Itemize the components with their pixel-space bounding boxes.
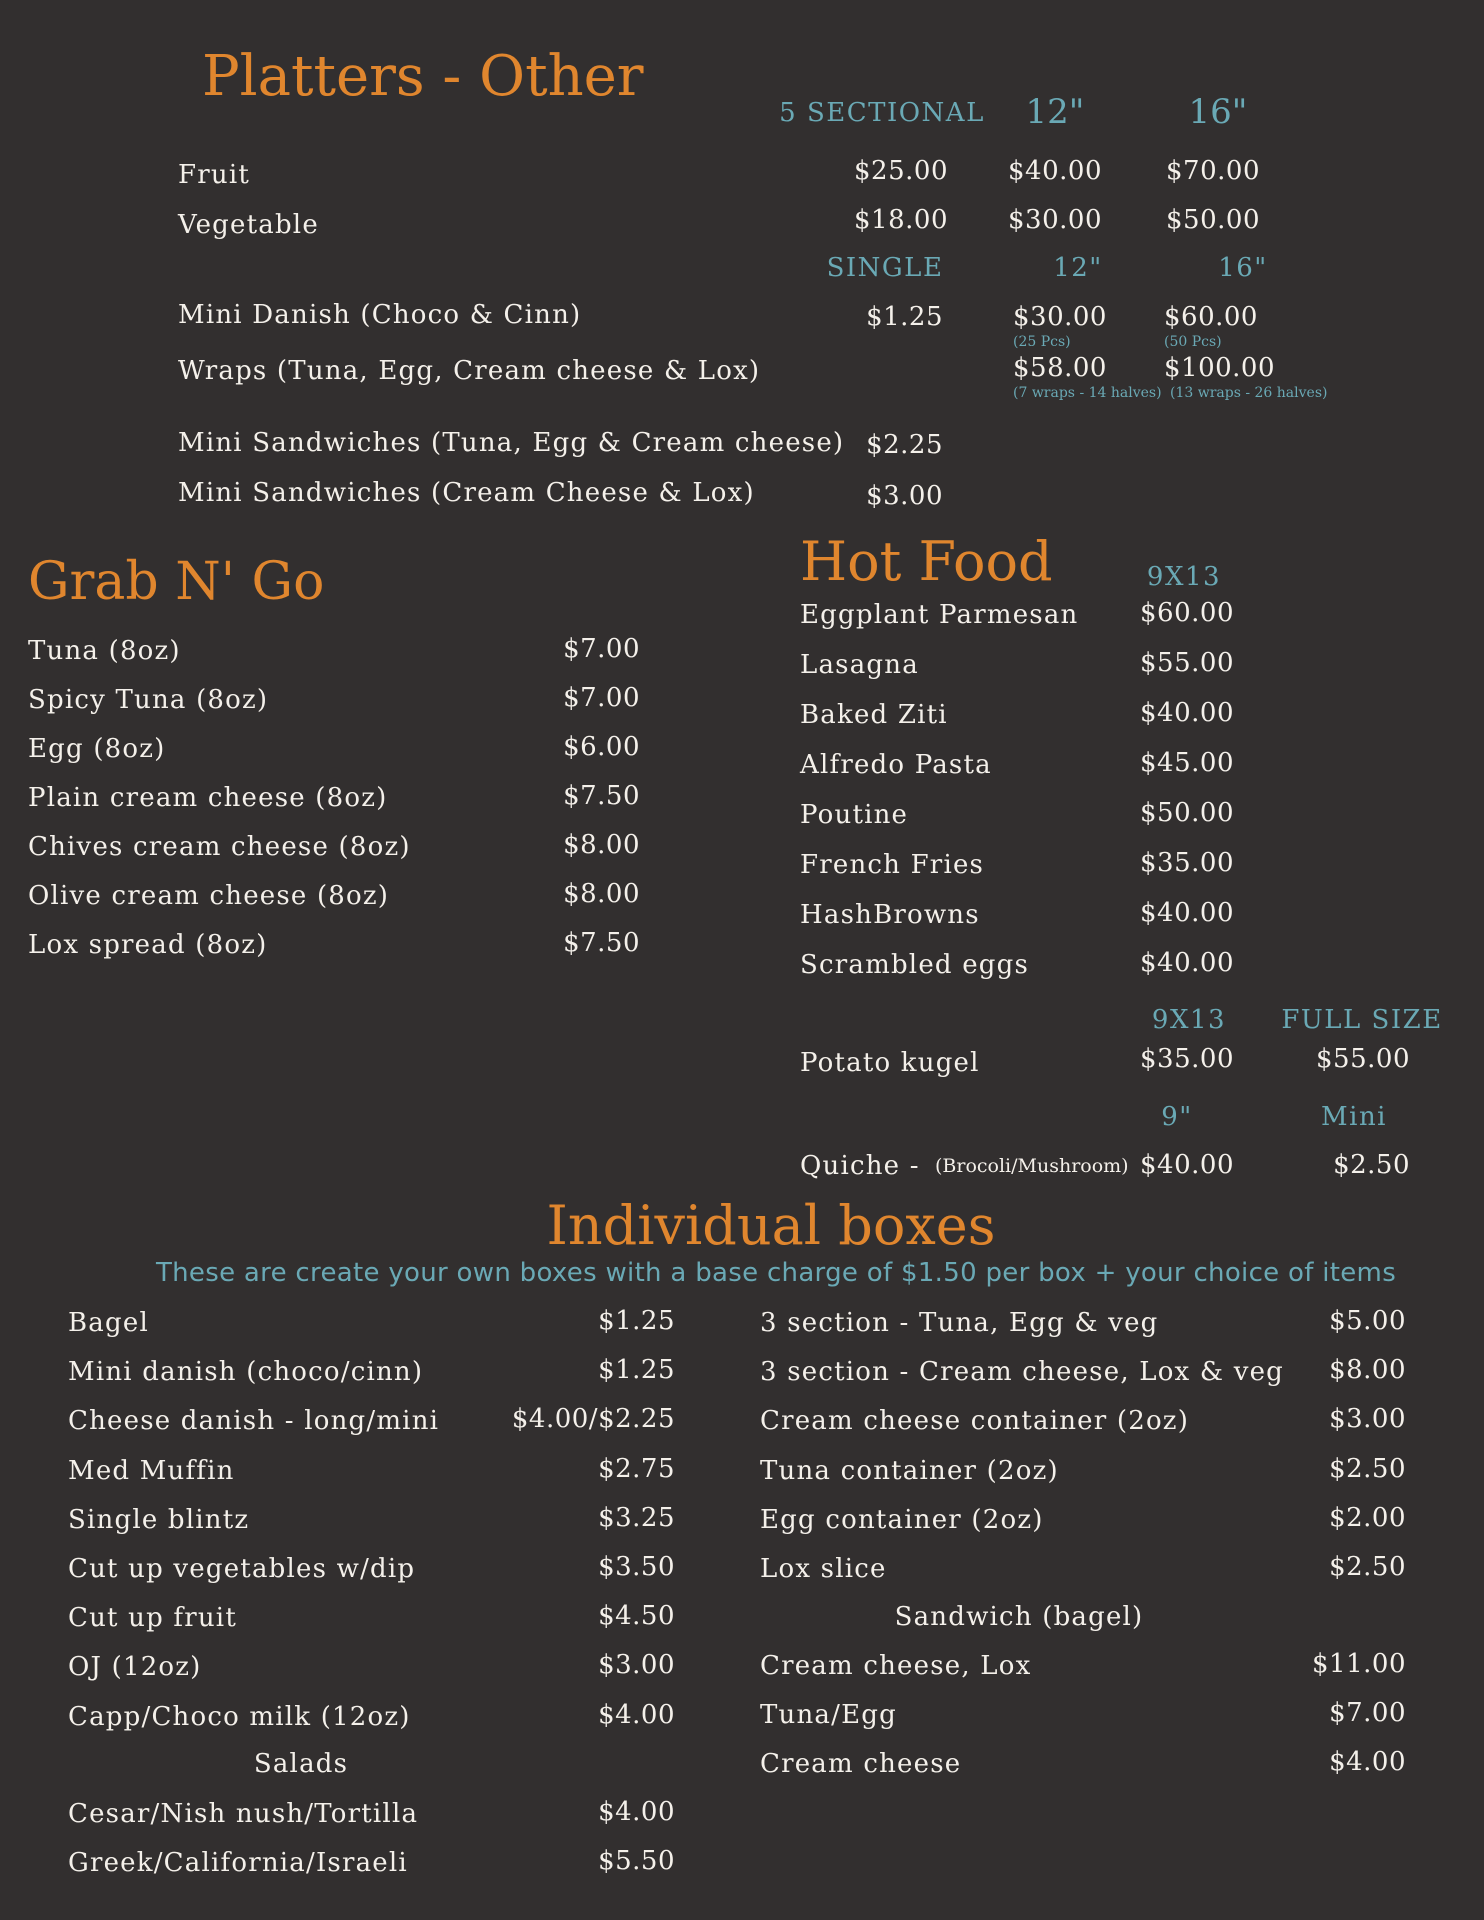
price: $100.00 bbox=[1164, 353, 1276, 383]
price: $2.25 bbox=[866, 430, 943, 460]
price: $45.00 bbox=[1140, 748, 1234, 778]
box-item: Egg container (2oz) bbox=[760, 1504, 1044, 1535]
price: $8.00 bbox=[563, 830, 640, 860]
platter-item-mini-sandwiches: Mini Sandwiches (Tuna, Egg & Cream cheese) bbox=[178, 428, 845, 458]
box-item: Single blintz bbox=[68, 1504, 250, 1535]
box-item: Capp/Choco milk (12oz) bbox=[68, 1701, 411, 1732]
price: $30.00 bbox=[1013, 302, 1107, 332]
price: $40.00 bbox=[1140, 1150, 1234, 1180]
price: $40.00 bbox=[1140, 698, 1234, 728]
box-item: Cream cheese container (2oz) bbox=[760, 1406, 1190, 1437]
price: $1.25 bbox=[598, 1355, 675, 1386]
platter-item-fruit: Fruit bbox=[178, 160, 250, 190]
price: $3.50 bbox=[598, 1552, 675, 1582]
price: $50.00 bbox=[1166, 205, 1260, 235]
price: $3.00 bbox=[1329, 1404, 1406, 1435]
price: $3.25 bbox=[598, 1502, 675, 1533]
boxes-title: Individual boxes bbox=[546, 1194, 996, 1257]
sandwich-item: Tuna/Egg bbox=[760, 1700, 897, 1730]
price: $7.50 bbox=[563, 928, 640, 958]
price: $40.00 bbox=[1140, 948, 1234, 978]
price: $55.00 bbox=[1316, 1044, 1410, 1074]
box-item: 3 section - Cream cheese, Lox & veg bbox=[760, 1357, 1285, 1388]
sandwich-item: Cream cheese, Lox bbox=[760, 1651, 1032, 1681]
platter-item-wraps: Wraps (Tuna, Egg, Cream cheese & Lox) bbox=[178, 356, 761, 386]
grab-item: Olive cream cheese (8oz) bbox=[28, 881, 390, 911]
price: $4.00 bbox=[598, 1699, 675, 1730]
platter-item-mini-sandwiches-lox: Mini Sandwiches (Cream Cheese & Lox) bbox=[178, 478, 755, 508]
price: $7.00 bbox=[563, 634, 640, 664]
hot-item: Scrambled eggs bbox=[800, 950, 1030, 980]
grab-item: Chives cream cheese (8oz) bbox=[28, 832, 411, 862]
price: $60.00 bbox=[1140, 598, 1234, 628]
price: $6.00 bbox=[563, 732, 640, 762]
box-item: OJ (12oz) bbox=[68, 1652, 202, 1683]
grab-item: Plain cream cheese (8oz) bbox=[28, 783, 388, 813]
col-header-12: 12" bbox=[1053, 253, 1103, 283]
price: $7.00 bbox=[563, 683, 640, 713]
price: $11.00 bbox=[1312, 1649, 1406, 1679]
grab-title: Grab N' Go bbox=[28, 552, 325, 612]
col-header-mini: Mini bbox=[1321, 1102, 1387, 1132]
hot-item: Alfredo Pasta bbox=[800, 750, 992, 780]
col-header-9x13: 9X13 bbox=[1146, 562, 1222, 592]
price: $55.00 bbox=[1140, 648, 1234, 678]
note: (50 Pcs) bbox=[1164, 334, 1222, 350]
hot-item: French Fries bbox=[800, 850, 985, 880]
price: $5.00 bbox=[1329, 1306, 1406, 1336]
price: $8.00 bbox=[1329, 1355, 1406, 1386]
hot-item-potato-kugel: Potato kugel bbox=[800, 1048, 980, 1078]
price: $58.00 bbox=[1013, 353, 1107, 383]
price: $5.50 bbox=[598, 1846, 675, 1876]
box-item: Tuna container (2oz) bbox=[760, 1455, 1059, 1486]
box-item: Lox slice bbox=[760, 1554, 887, 1584]
grab-item: Tuna (8oz) bbox=[28, 636, 181, 666]
platter-item-vegetable: Vegetable bbox=[178, 210, 319, 240]
price: $35.00 bbox=[1140, 1044, 1234, 1074]
hot-item: Baked Ziti bbox=[800, 700, 948, 730]
price: $40.00 bbox=[1008, 156, 1102, 186]
sandwich-label: Sandwich (bagel) bbox=[894, 1602, 1144, 1632]
price: $25.00 bbox=[854, 156, 948, 186]
box-item: 3 section - Tuna, Egg & veg bbox=[760, 1308, 1159, 1338]
price: $2.50 bbox=[1333, 1150, 1410, 1180]
price: $60.00 bbox=[1164, 302, 1258, 332]
boxes-subtitle: These are create your own boxes with a base charge of $1.50 per box + your choice of items bbox=[155, 1258, 1397, 1288]
hot-item: Poutine bbox=[800, 800, 909, 830]
hot-food-title: Hot Food bbox=[800, 530, 1053, 593]
note: (7 wraps - 14 halves) bbox=[1013, 385, 1162, 401]
price: $4.00 bbox=[598, 1797, 675, 1827]
col-header-12: 12" bbox=[1025, 92, 1085, 132]
col-header-single: SINGLE bbox=[826, 253, 944, 283]
price: $4.50 bbox=[598, 1601, 675, 1632]
box-item: Cut up fruit bbox=[68, 1603, 237, 1634]
hot-item: Eggplant Parmesan bbox=[800, 600, 1079, 630]
price: $2.50 bbox=[1329, 1453, 1406, 1484]
hot-item-quiche: Quiche - bbox=[800, 1151, 920, 1181]
price: $35.00 bbox=[1140, 848, 1234, 878]
col-header-9x13: 9X13 bbox=[1151, 1005, 1227, 1035]
grab-item: Egg (8oz) bbox=[28, 734, 166, 764]
platters-title: Platters - Other bbox=[202, 44, 644, 109]
salads-label: Salads bbox=[253, 1749, 349, 1779]
col-header-9in: 9" bbox=[1161, 1102, 1193, 1132]
note: (13 wraps - 26 halves) bbox=[1170, 385, 1328, 401]
box-item: Med Muffin bbox=[68, 1455, 235, 1486]
quiche-note: (Brocoli/Mushroom) bbox=[935, 1155, 1129, 1177]
price: $8.00 bbox=[563, 879, 640, 909]
price: $1.25 bbox=[866, 302, 943, 332]
box-item: Mini danish (choco/cinn) bbox=[68, 1357, 424, 1388]
note: (25 Pcs) bbox=[1013, 334, 1071, 350]
price: $3.00 bbox=[598, 1650, 675, 1681]
price: $4.00/$2.25 bbox=[511, 1404, 675, 1435]
price: $7.00 bbox=[1329, 1698, 1406, 1728]
col-header-16: 16" bbox=[1218, 253, 1268, 283]
price: $3.00 bbox=[866, 481, 943, 511]
price: $2.00 bbox=[1329, 1502, 1406, 1533]
box-item: Bagel bbox=[68, 1308, 149, 1338]
sandwich-item: Cream cheese bbox=[760, 1749, 962, 1779]
col-header-16: 16" bbox=[1188, 92, 1248, 132]
grab-item: Spicy Tuna (8oz) bbox=[28, 685, 269, 715]
box-item: Cheese danish - long/mini bbox=[68, 1406, 440, 1437]
hot-item: Lasagna bbox=[800, 650, 919, 680]
price: $2.75 bbox=[598, 1453, 675, 1484]
col-header-full-size: FULL SIZE bbox=[1281, 1005, 1443, 1035]
salad-item: Cesar/Nish nush/Tortilla bbox=[68, 1799, 419, 1829]
price: $40.00 bbox=[1140, 898, 1234, 928]
price: $4.00 bbox=[1329, 1747, 1406, 1777]
price: $30.00 bbox=[1008, 205, 1102, 235]
price: $70.00 bbox=[1166, 156, 1260, 186]
grab-item: Lox spread (8oz) bbox=[28, 930, 268, 960]
price: $50.00 bbox=[1140, 798, 1234, 828]
price: $1.25 bbox=[598, 1306, 675, 1336]
price: $2.50 bbox=[1329, 1552, 1406, 1582]
price: $7.50 bbox=[563, 781, 640, 811]
box-item: Cut up vegetables w/dip bbox=[68, 1554, 416, 1584]
price: $18.00 bbox=[854, 205, 948, 235]
salad-item: Greek/California/Israeli bbox=[68, 1848, 408, 1878]
platter-item-mini-danish: Mini Danish (Choco & Cinn) bbox=[178, 300, 582, 330]
col-header-5-sectional: 5 SECTIONAL bbox=[779, 98, 985, 128]
hot-item: HashBrowns bbox=[800, 900, 980, 930]
